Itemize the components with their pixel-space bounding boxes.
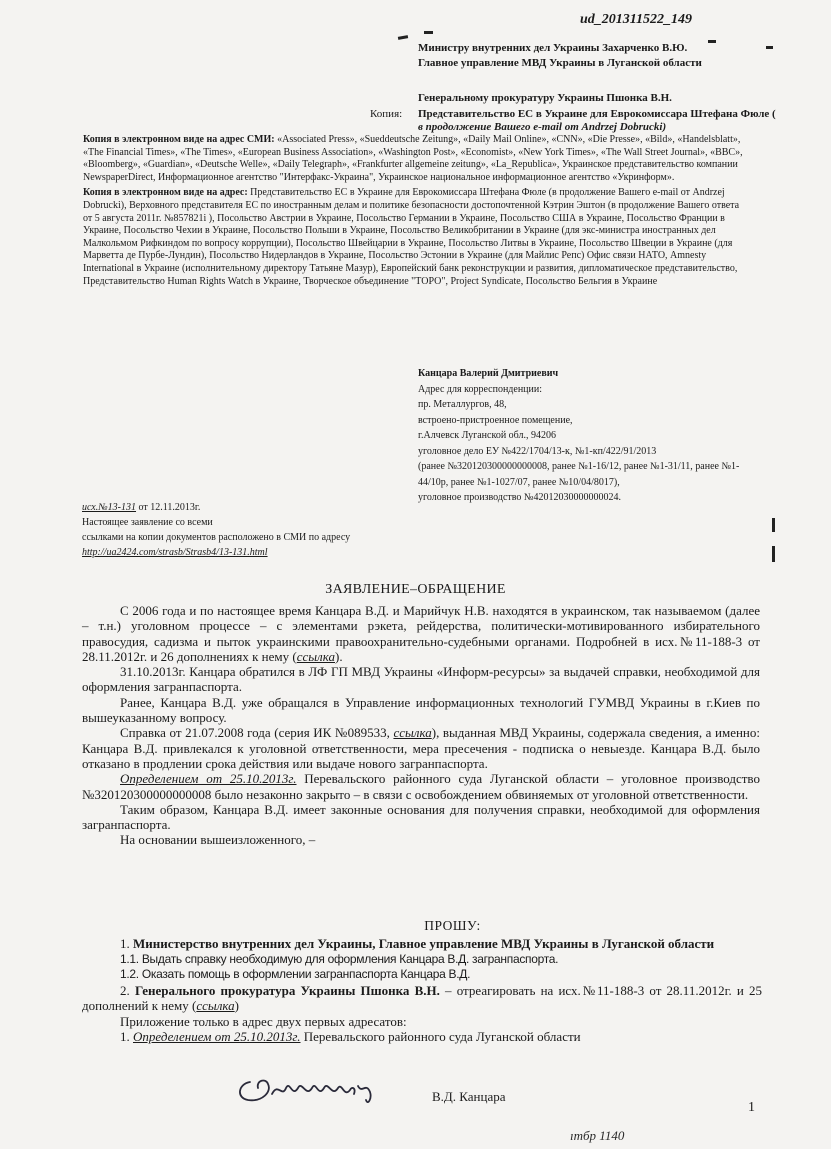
paragraph: На основании вышеизложенного, – — [120, 832, 316, 848]
reference-date: от 12.11.2013г. — [136, 502, 201, 513]
reference-line: Настоящее заявление со всеми — [82, 517, 213, 528]
copies-smi-label: Копия в электронном виде на адрес СМИ: — [83, 134, 275, 145]
link[interactable]: Определением от 25.10.2013г. — [120, 771, 297, 787]
recipient-line: Министру внутренних дел Украины Захарченко В.Ю. — [418, 42, 688, 54]
reference-url-link[interactable]: http://ua2424.com/strasb/Strasb4/13-131.html — [82, 547, 268, 558]
attachment-item: 1. Определением от 25.10.2013г. Перевальского районного суда Луганской области — [120, 1029, 581, 1044]
copies-addr-label: Копия в электронном виде на адрес: — [83, 187, 248, 199]
sender-line: г.Алчевск Луганской обл., 94206 — [418, 430, 557, 441]
sender-block — [418, 366, 768, 506]
reference-line: ссылками на копии документов расположено в СМИ по адресу — [82, 532, 351, 543]
sender-line: (ранее №320120300000000008, ранее №1-16/12, ранее №1-31/11, ранее №1- — [418, 461, 740, 472]
paragraph: 31.10.2013г. Канцара обратился в ЛФ ГП МВД Украины «Информ-ресурсы» за выдачей справки, необходимой для оформления загранпаспорта. — [82, 664, 760, 695]
scan-mark — [424, 31, 433, 34]
recipient-line: Генеральному прокуратуру Украины Пшонка В.Н. — [418, 92, 672, 104]
signature-name: В.Д. Канцара — [432, 1089, 506, 1104]
request-heading: ПРОШУ: — [424, 918, 481, 933]
handwritten-note: ımбp 1140 — [570, 1128, 625, 1143]
paragraph: Таким образом, Канцара В.Д. имеет законные основания для получения справки, необходимой для оформления загранпаспорта. — [82, 801, 760, 833]
requests-block — [82, 936, 762, 1045]
request-subitem: 1.2. Оказать помощь в оформлении загранпаспорта Канцара В.Д. — [120, 967, 471, 981]
scan-mark — [772, 518, 775, 532]
sender-line: 44/10р, ранее №1-1027/07, ранее №10/04/8017), — [418, 476, 620, 488]
sender-line: пр. Металлургов, 48, — [418, 399, 507, 410]
copies-addr-text: Представительство ЕС в Украине для Еврокомиссара Штефана Фюле (в продолжение Вашего e-mail от Andrzej Dobrucki), Верховного представителя ЕС по иностранным делам и политике безопасности достопочтенной Кэтрин Эштон (в продолжение Вашего ответа от 5 августа 2011г. №857821i ), Посольство Австрии в Украине, Посольство Германии в Украине, Посольство США в Украине, Посольство Франции в Украине, Посольство Чехии в Украине, Посольство Польши в Украине, Посольство Великобритании в Украине (для экс-министра иностранных дел Малкольмом Рифкиндом по вопросу коррупции), Посольство Швейцарии в Украине, Посольство Литвы в Украине, Посольство Швеции в Украине (для Марветта де Пурбе-Лундин), Посольство Нидерландов в Украине, Посольство Эстонии в Украине (для Майлис Репс) Офис связи НАТО, Amnesty International в Украине (исполнительному директору Татьяне Мазур), Европейский банк реконструкции и развития, дипломатическое представительство, Представительство Human Rights Watch в Украине, Творческое объединение "ТОРО", Project Syndicate, Посольство Бельгия в Украине — [83, 187, 740, 287]
paragraph: С 2006 года и по настоящее время Канцара В.Д. и Марийчук Н.В. находятся в украинском, так называемом (далее – т.н.) уголовном процессе – с элементами рэкета, рейдерства, политически-мотивированного избирательного правосудия, садизма и пыток украинскими правоохранительно-судебными органами. Подробней в исх.№11-188-3 от 28.11.2012г. и 26 дополнениях к нему (ссылка). — [82, 603, 760, 664]
scan-mark — [398, 35, 408, 40]
sender-line: уголовное производство №42012030000000024. — [418, 492, 621, 503]
page-number: 1 — [748, 1100, 755, 1115]
paragraph: Справка от 21.07.2008 года (серия ИК №089533, ссылка), выданная МВД Украины, содержала сведения, а именно: Канцара В.Д. привлекался к уголовной ответственности, мера пресечения - подписка о невыезде. Канцара В.Д. было отказано в продлении срока действия или выдаче нового загранпаспорта. — [82, 725, 760, 771]
copy-label: Копия: — [370, 108, 403, 120]
link[interactable]: ссылка — [393, 725, 432, 741]
copies-block — [83, 134, 743, 288]
scan-mark — [708, 40, 716, 43]
sender-line: уголовное дело ЕУ №422/1704/13-к, №1-кп/422/91/2013 — [418, 445, 657, 457]
paragraph: Определением от 25.10.2013г. Перевальского районного суда Луганской области – уголовное производство №320120300000000008 было незаконно закрыто – в связи с освобождением обвиняемых от уголовной ответственности. — [82, 771, 760, 802]
link[interactable]: ссылка — [196, 998, 235, 1013]
document-title: ЗАЯВЛЕНИЕ–ОБРАЩЕНИЕ — [325, 582, 506, 597]
paragraph: Ранее, Канцара В.Д. уже обращался в Управление информационных технологий ГУМВД Украины в г.Киев по вышеуказанному вопросу. — [82, 694, 760, 726]
attachment-heading: Приложение только в адрес двух первых адресатов: — [120, 1013, 407, 1029]
statement-body — [82, 603, 760, 848]
document-id: ud_201311522_149 — [580, 12, 693, 27]
reference-block — [82, 500, 412, 560]
request-item: 1. Министерство внутренних дел Украины, Главное управление МВД Украины в Луганской области — [120, 936, 715, 951]
scan-mark — [772, 546, 775, 562]
sender-line: встроено-пристроенное помещение, — [418, 414, 573, 426]
sender-line: Адрес для корреспонденции: — [418, 383, 543, 395]
request-item: 2. Генерального прокуратура Украины Пшонка В.Н. – отреагировать на исх.№11-188-3 от 28.11.2012г. и 25 дополнений к нему (ссылка) — [82, 982, 762, 1013]
request-subitem: 1.1. Выдать справку необходимую для оформления Канцара В.Д. загранпаспорта. — [120, 951, 559, 966]
recipient-line: Представительство ЕС в Украине для Еврокомиссара Штефана Фюле ( — [418, 108, 776, 120]
sender-name: Канцара Валерий Дмитриевич — [418, 368, 559, 379]
link[interactable]: Определением от 25.10.2013г. — [133, 1029, 301, 1044]
handwritten-signature — [232, 1068, 392, 1110]
reference-number-link[interactable]: исх.№13-131 — [82, 502, 137, 513]
scan-mark — [766, 46, 773, 49]
recipient-line: в продолжение Вашего e-mail от Andrzej Dobrucki) — [418, 121, 667, 133]
copies-smi-text: «Associated Press», «Sueddeutsche Zeitung», «Daily Mail Online», «CNN», «Die Presse», «Bild», «Handelsblatt», «The Financial Times», «The Times», «European Business Association», «Washington Post», «Economist», «New York Times», «The Wall Street Journal», «BBC», «Bloomberg», «Guardian», «Deutsche Welle», «Daily Telegraph», «Frankfurter allgemeine zeitung», «La_Republica», Украинское представительство компании NewspaperDirect, Информационное агентство "Интерфакс-Украина", Украинское национальное информационное агентство «Укринформ». — [83, 134, 743, 183]
recipient-line: Главное управление МВД Украины в Луганской области — [418, 57, 702, 69]
link[interactable]: ссылка — [296, 648, 335, 664]
